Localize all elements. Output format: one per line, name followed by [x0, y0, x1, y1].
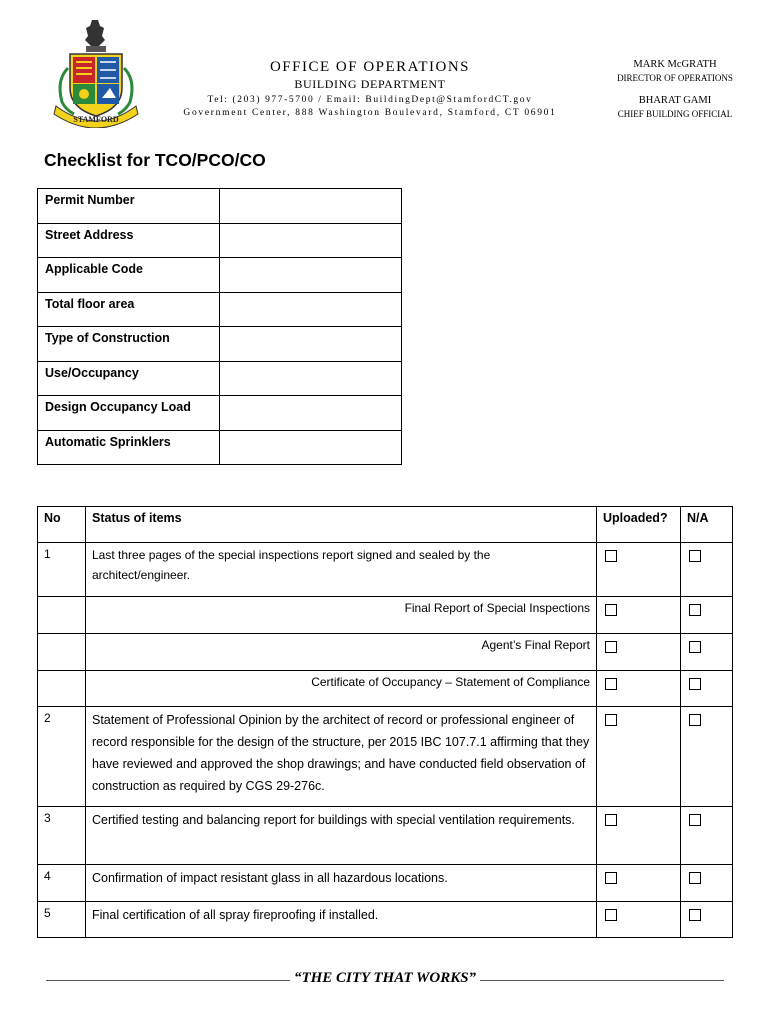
- info-row: [38, 292, 402, 327]
- info-row: [38, 396, 402, 431]
- checklist-table: [37, 506, 733, 938]
- table-row: [38, 707, 733, 807]
- item-number: 3: [38, 807, 86, 865]
- uploaded-checkbox[interactable]: [605, 714, 617, 726]
- checklist-header-row: [38, 507, 733, 543]
- info-value-field[interactable]: [220, 258, 402, 293]
- na-checkbox[interactable]: [689, 604, 701, 616]
- na-checkbox[interactable]: [689, 641, 701, 653]
- na-checkbox[interactable]: [689, 714, 701, 726]
- col-status-header: Status of items: [86, 507, 597, 543]
- page-title: Checklist for TCO/PCO/CO: [44, 150, 266, 170]
- footer-slogan: “THE CITY THAT WORKS”: [293, 970, 477, 986]
- info-row: [38, 430, 402, 465]
- info-value-field[interactable]: [220, 430, 402, 465]
- na-checkbox[interactable]: [689, 814, 701, 826]
- info-value-field[interactable]: [220, 327, 402, 362]
- contact-line: Tel: (203) 977-5700 / Email: BuildingDept@StamfordCT.gov: [207, 95, 533, 105]
- city-seal-logo: [52, 18, 140, 128]
- item-text: Certified testing and balancing report for buildings with special ventilation requirements.: [86, 807, 597, 865]
- info-value-field[interactable]: [220, 189, 402, 224]
- office-name: OFFICE OF OPERATIONS: [269, 59, 471, 75]
- info-value-field[interactable]: [220, 292, 402, 327]
- info-label: Use/Occupancy: [38, 361, 220, 396]
- address-line: Government Center, 888 Washington Boulevard, Stamford, CT 06901: [183, 108, 557, 118]
- na-checkbox[interactable]: [689, 678, 701, 690]
- uploaded-checkbox[interactable]: [605, 909, 617, 921]
- svg-text:STAMFORD: STAMFORD: [73, 115, 119, 124]
- info-value-field[interactable]: [220, 361, 402, 396]
- item-number: 4: [38, 865, 86, 902]
- permit-info-table: [37, 188, 402, 465]
- info-label: Street Address: [38, 223, 220, 258]
- info-row: [38, 258, 402, 293]
- info-label: Automatic Sprinklers: [38, 430, 220, 465]
- item-number: 2: [38, 707, 86, 807]
- item-text: Final certification of all spray fireproofing if installed.: [86, 902, 597, 938]
- col-na-header: N/A: [681, 507, 733, 543]
- item-number: 5: [38, 902, 86, 938]
- na-checkbox[interactable]: [689, 909, 701, 921]
- table-row: [38, 865, 733, 902]
- item-text: Confirmation of impact resistant glass in all hazardous locations.: [86, 865, 597, 902]
- info-label: Type of Construction: [38, 327, 220, 362]
- item-text: Last three pages of the special inspections report signed and sealed by the architect/engineer.: [86, 543, 597, 597]
- info-row: [38, 327, 402, 362]
- uploaded-checkbox[interactable]: [605, 604, 617, 616]
- info-label: Applicable Code: [38, 258, 220, 293]
- table-row: [38, 597, 733, 634]
- uploaded-checkbox[interactable]: [605, 872, 617, 884]
- table-row: [38, 671, 733, 707]
- department-name: BUILDING DEPARTMENT: [294, 77, 446, 91]
- info-value-field[interactable]: [220, 223, 402, 258]
- info-row: [38, 361, 402, 396]
- uploaded-checkbox[interactable]: [605, 678, 617, 690]
- info-row: [38, 223, 402, 258]
- footer: [40, 968, 730, 992]
- item-text: Final Report of Special Inspections: [86, 597, 597, 634]
- official-role: CHIEF BUILDING OFFICIAL: [617, 109, 733, 119]
- office-header: [150, 58, 590, 120]
- col-uploaded-header: Uploaded?: [597, 507, 681, 543]
- info-row: [38, 189, 402, 224]
- item-number: [38, 634, 86, 671]
- official-role: DIRECTOR OF OPERATIONS: [617, 73, 733, 83]
- item-number: [38, 671, 86, 707]
- table-row: [38, 902, 733, 938]
- na-checkbox[interactable]: [689, 872, 701, 884]
- col-no-header: No: [38, 507, 86, 543]
- table-row: [38, 543, 733, 597]
- officials-block: [600, 58, 750, 120]
- item-number: [38, 597, 86, 634]
- uploaded-checkbox[interactable]: [605, 550, 617, 562]
- official-name: MARK McGRATH: [633, 59, 717, 70]
- official-name: BHARAT GAMI: [638, 95, 712, 106]
- table-row: [38, 807, 733, 865]
- uploaded-checkbox[interactable]: [605, 814, 617, 826]
- info-label: Total floor area: [38, 292, 220, 327]
- item-number: 1: [38, 543, 86, 597]
- uploaded-checkbox[interactable]: [605, 641, 617, 653]
- item-text: Agent’s Final Report: [86, 634, 597, 671]
- info-label: Design Occupancy Load: [38, 396, 220, 431]
- na-checkbox[interactable]: [689, 550, 701, 562]
- info-value-field[interactable]: [220, 396, 402, 431]
- item-text: Certificate of Occupancy – Statement of Compliance: [86, 671, 597, 707]
- table-row: [38, 634, 733, 671]
- info-label: Permit Number: [38, 189, 220, 224]
- item-text: Statement of Professional Opinion by the architect of record or professional engineer of record responsible for the design of the structure, per 2015 IBC 107.7.1 affirming that they have reviewed and approved the shop drawings; and have conducted field observation of construction as required by CGS 29-276c.: [86, 707, 597, 807]
